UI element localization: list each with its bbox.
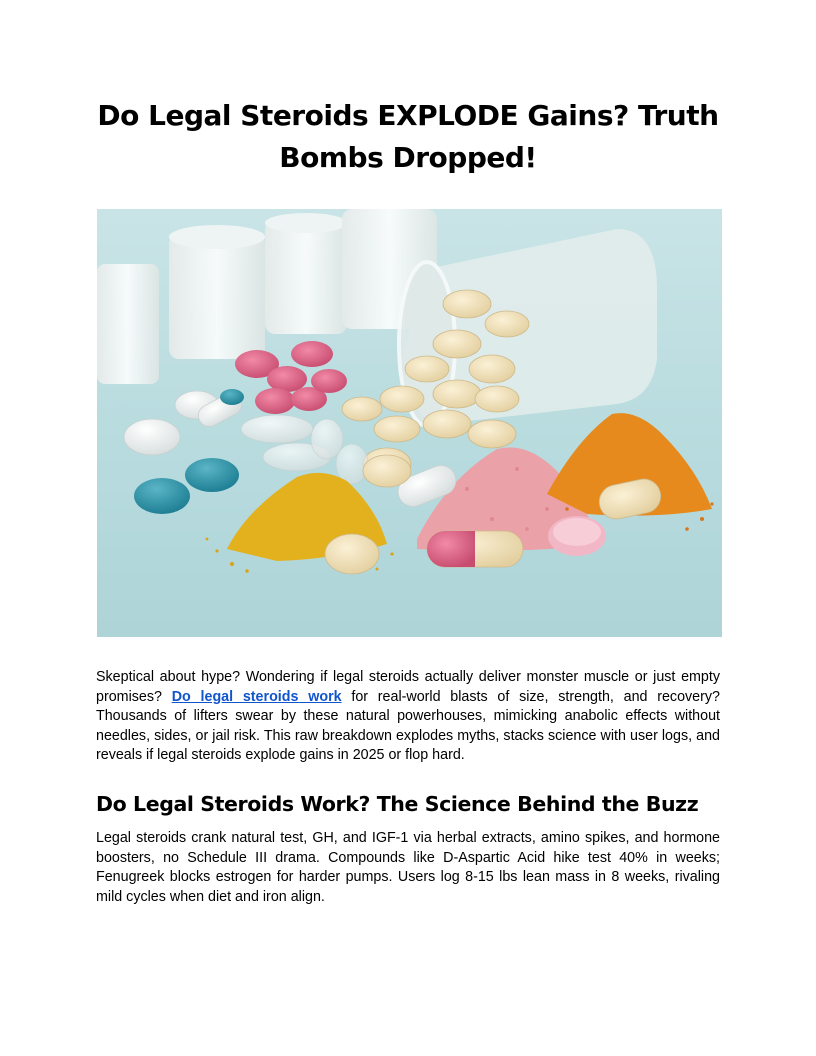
section-heading: Do Legal Steroids Work? The Science Behind the Buzz <box>96 792 699 816</box>
intro-text-after-link: for real-world blasts of size, strength, and recovery? Thousands of lifters swear by these natural powerhouses, mimicking anabolic effects without needles, sides, or jail risk. This raw breakdown explodes myths, stacks science with user logs, and reveals if legal steroids explode gains in 2025 or flop hard. <box>96 688 720 763</box>
section-body-paragraph: Legal steroids crank natural test, GH, and IGF-1 via herbal extracts, amino spikes, and hormone boosters, no Schedule III drama. Compounds like D-Aspartic Acid hike test 40% in weeks; Fenugreek blocks estrogen for harder pumps. Users log 8-15 lbs lean mass in 8 weeks, rivaling mild cycles when diet and iron align. <box>96 830 720 905</box>
pills-and-powders-illustration <box>97 209 722 637</box>
article-title: Do Legal Steroids EXPLODE Gains? Truth Bombs Dropped! <box>97 99 719 174</box>
hero-photo <box>97 209 722 637</box>
do-legal-steroids-work-link[interactable]: Do legal steroids work <box>171 688 342 705</box>
intro-paragraph <box>96 668 720 766</box>
intro-text-before-link: Skeptical about hype? Wondering if legal steroids actually deliver monster muscle or just empty promises? <box>96 669 720 705</box>
